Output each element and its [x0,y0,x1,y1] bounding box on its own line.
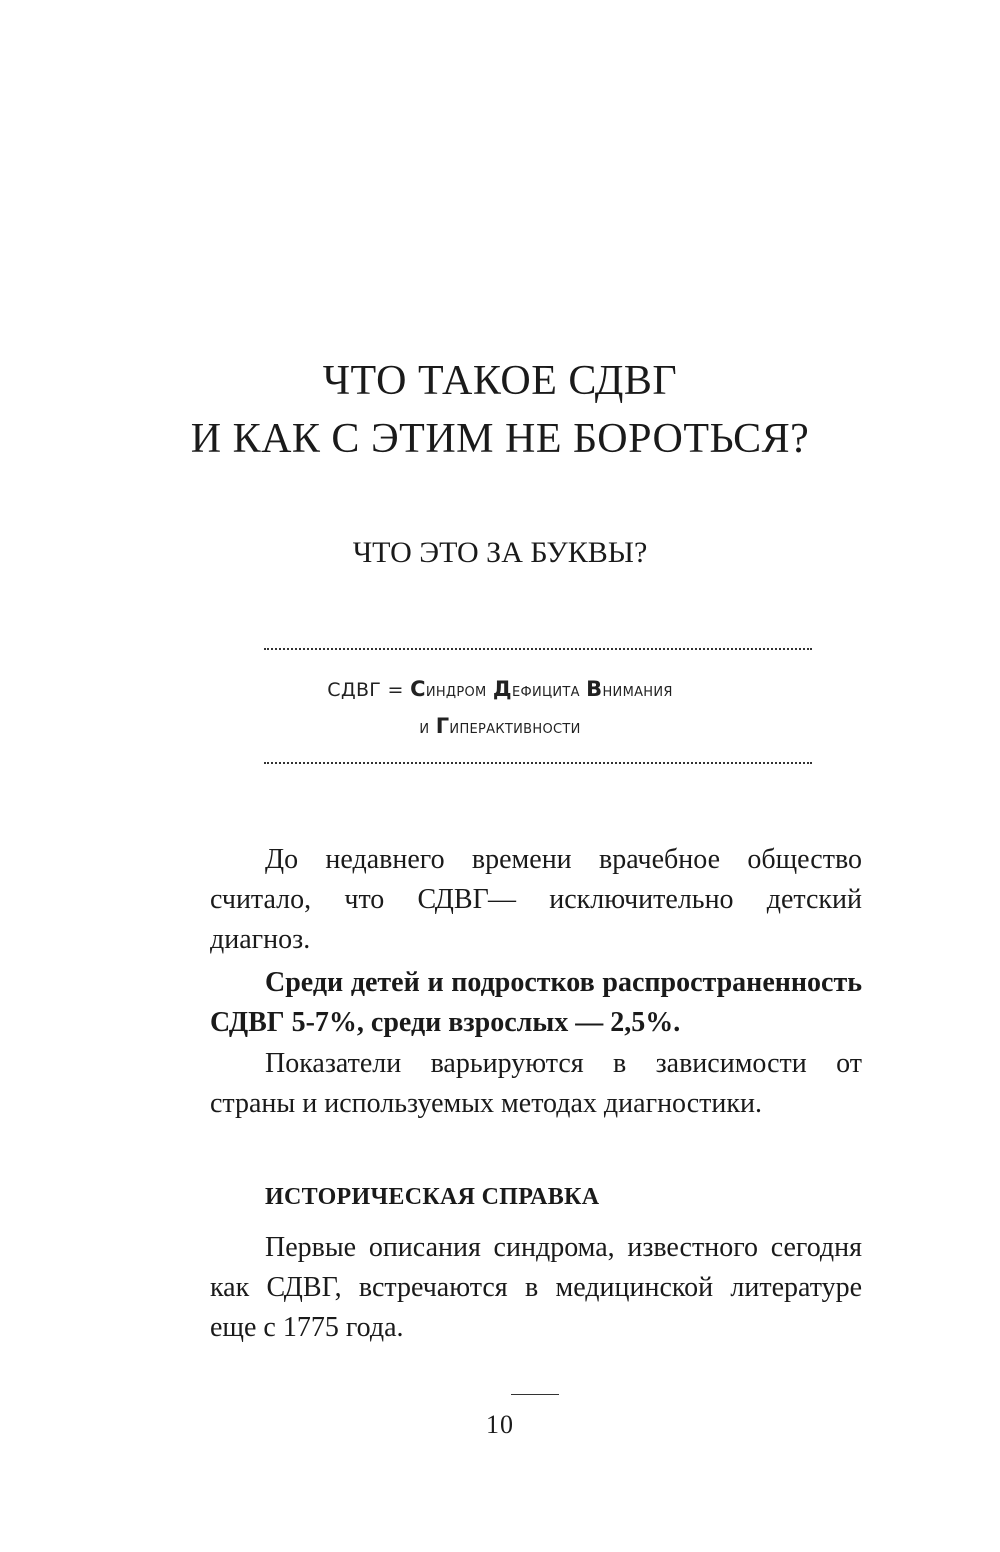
paragraph-intro: До недавнего времени врачебное общество считало, что СДВГ— исключительно детский диагноз. [210,844,862,955]
section-subtitle: ЧТО ЭТО ЗА БУКВЫ? [352,536,648,569]
definition-initial-v: В [586,677,603,701]
paragraph-prevalence: Среди детей и подростков распространенность СДВГ 5-7%, среди взрослых — 2,5%. [210,967,862,1038]
definition-word-hyperactivity: иперактивности [449,716,581,738]
dotted-divider-top [264,644,812,650]
definition-word-attention: нимания [602,679,673,701]
dotted-divider-bottom [264,758,812,764]
definition-initial-g: Г [435,714,450,738]
definition-line-1 [0,671,1000,708]
abbreviation-definition [0,671,1000,745]
chapter-title [0,352,1000,468]
definition-conjunction: и [419,716,436,738]
definition-word-deficit: ефицита [511,679,587,701]
paragraph-variation: Показатели варьируются в зависимости от страны и используемых методах диагностики. [210,1048,862,1119]
page-number: 10 [486,1410,514,1439]
footer-rule [511,1394,559,1395]
definition-initial-d: Д [492,677,512,701]
definition-abbr: СДВГ = [327,679,411,701]
history-paragraph: Первые описания синдрома, известного сегодня как СДВГ, встречаются в медицинской литературе еще с 1775 года. [210,1232,862,1343]
definition-word-syndrome: индром [425,679,493,701]
chapter-title-line-2: И КАК С ЭТИМ НЕ БОРОТЬСЯ? [190,416,810,462]
definition-initial-s: С [410,677,426,701]
definition-line-2 [0,708,1000,745]
chapter-title-line-1: ЧТО ТАКОЕ СДВГ [322,358,678,404]
history-heading: ИСТОРИЧЕСКАЯ СПРАВКА [265,1184,600,1210]
